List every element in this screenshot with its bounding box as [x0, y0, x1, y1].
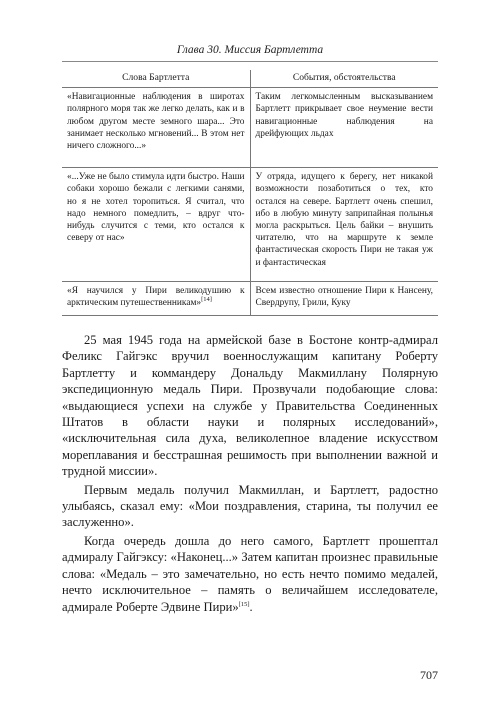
cell-text: «Навигационные наблюдения в широтах полярного моря так же легко делать, как и в любом другом месте земного шара... Это занимает несколько мгновений... В этом нет ничего сложного...» — [67, 92, 245, 152]
header-rule — [62, 61, 438, 62]
quotes-table — [62, 70, 438, 316]
paragraph — [62, 533, 438, 615]
cell-text: «...Уже не было стимула идти быстро. Наши собаки хорошо бежали с легкими санями, но я не хотел торопиться. Я считал, что надо немного помедлить, – вдруг что-нибудь случится с теми, кто остался к северу от нас» — [67, 172, 245, 244]
table-row — [62, 168, 438, 282]
paragraph-text: Когда очередь дошла до него самого, Бартлетт прошептал адмиралу Гайгэксу: «Наконец...» Затем капитан произнес правильные слова: «Медаль – это замечательно, но есть нечто помимо медалей, нечто исключительное – память о величайшем исследователе, адмирале Роберте Эдвине Пири» — [62, 533, 438, 614]
cell-text: Всем известно отношение Пири к Нансену, Свердрупу, Грили, Куку — [255, 286, 433, 309]
paragraph — [62, 332, 438, 480]
table-cell-events — [250, 88, 438, 168]
running-head: Глава 30. Миссия Бартлетта — [176, 44, 324, 56]
cell-text: Таким легкомысленным высказыванием Бартлетт прикрывает свое неумение вести навигационные наблюдения на дрейфующих льдах — [255, 92, 433, 139]
table-row — [62, 88, 438, 168]
body-text — [62, 332, 438, 615]
paragraph — [62, 482, 438, 531]
page-number: 707 — [420, 668, 438, 682]
table-header-row — [62, 70, 438, 88]
paragraph-tail: . — [249, 599, 253, 614]
table-cell-words — [62, 88, 250, 168]
table-cell-events — [250, 282, 438, 316]
paragraph-text: 25 мая 1945 года на армейской базе в Бостоне контр-адмирал Феликс Гайгэкс вручил военнослужащим капитану Роберту Бартлетту и коммандеру Дональду Макмиллану Полярную экспедиционную медаль Пири. Прозвучали подобающие слова: «выдающиеся успехи на службе у Правительства Соединенных Штатов в области науки и полярных исследований», «исключительная сила духа, великолепное владение искусством мореплавания и бесстрашная решимость при выполнении важной и трудной миссии». — [62, 333, 438, 479]
table-cell-words — [62, 282, 250, 316]
cell-text: «Я научился у Пири великодушию к арктическим путешественникам» — [67, 286, 245, 309]
column-header-events: События, обстоятельства — [250, 70, 438, 88]
footnote-ref[interactable]: [15] — [238, 600, 250, 608]
cell-text: У отряда, идущего к берегу, нет никакой возможности позаботиться о тех, кто остался на севере. Бартлетт очень спешил, ибо в любую минуту заприпайная полынья могла раскрыться. Цель байки – внушить читателю, что на маршруте к земле фантастическая скорость Пири не такая уж и фантастическая — [255, 172, 433, 268]
table-cell-words — [62, 168, 250, 282]
column-header-words: Слова Бартлетта — [62, 70, 250, 88]
paragraph-text: Первым медаль получил Макмиллан, и Бартлетт, радостно улыбаясь, сказал ему: «Мои поздравления, старина, ты получил ее заслуженно». — [62, 482, 438, 530]
footnote-ref[interactable]: [14] — [201, 296, 212, 304]
table-cell-events — [250, 168, 438, 282]
table-row — [62, 282, 438, 316]
